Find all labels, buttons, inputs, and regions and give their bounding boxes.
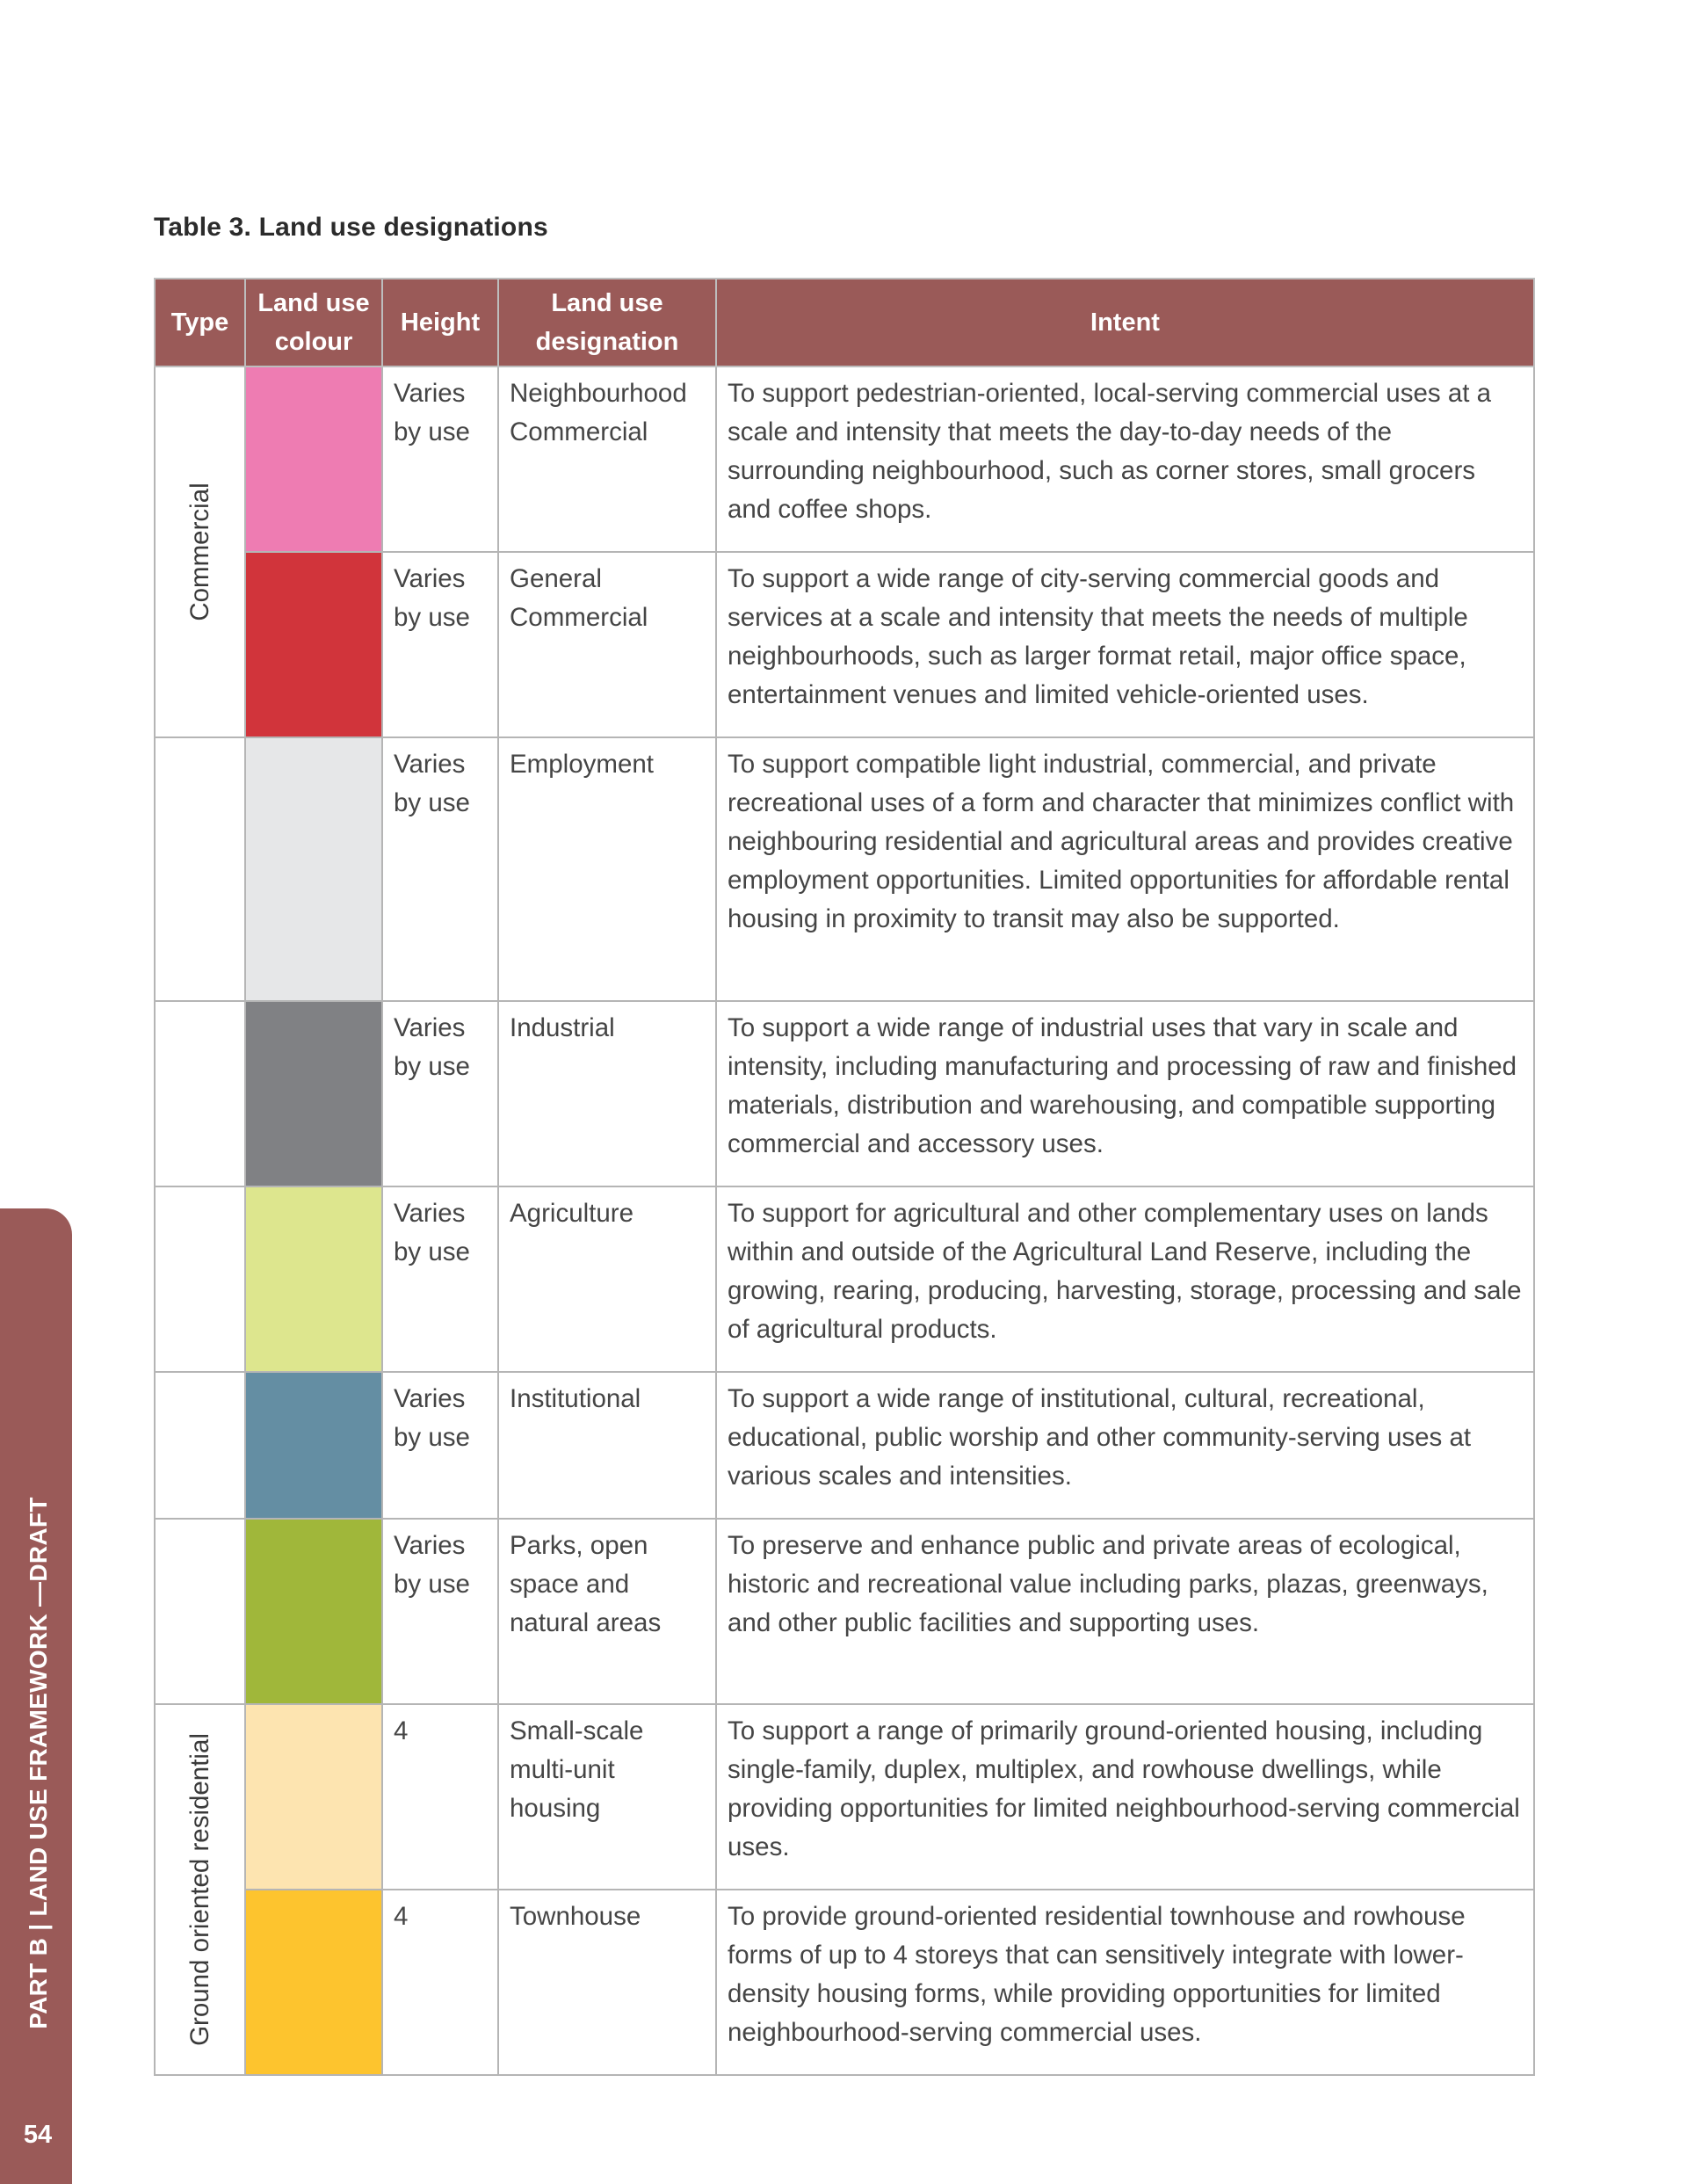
table-row <box>155 366 1534 552</box>
type-cell <box>155 1519 245 1704</box>
type-cell <box>155 1372 245 1519</box>
intent-cell: To support a wide range of industrial uses that vary in scale and intensity, including manufacturing and processing of raw and finished materials, distribution and warehousing, and compatible supporting commercial and accessory uses. <box>716 1001 1534 1186</box>
height-cell: Varies by use <box>382 552 498 737</box>
table-row <box>155 1519 1534 1704</box>
designation-cell: Agriculture <box>498 1186 716 1372</box>
type-label-ground-residential: Ground oriented residential <box>185 1733 214 2046</box>
height-cell: Varies by use <box>382 737 498 1001</box>
intent-cell: To support for agricultural and other complementary uses on lands within and outside of the Agricultural Land Reserve, including the growing, rearing, producing, harvesting, storage, processing and sale of agricultural products. <box>716 1186 1534 1372</box>
header-colour: Land use colour <box>245 279 382 366</box>
height-cell: Varies by use <box>382 366 498 552</box>
header-designation: Land use designation <box>498 279 716 366</box>
colour-swatch <box>245 1519 382 1704</box>
designation-cell: Institutional <box>498 1372 716 1519</box>
type-cell <box>155 1186 245 1372</box>
type-cell <box>155 737 245 1001</box>
designation-cell: General Commercial <box>498 552 716 737</box>
intent-cell: To support pedestrian-oriented, local-serving commercial uses at a scale and intensity that meets the day-to-day needs of the surrounding neighbourhood, such as corner stores, small grocers and coffee shops. <box>716 366 1534 552</box>
colour-swatch <box>245 1001 382 1186</box>
colour-swatch <box>245 552 382 737</box>
land-use-table <box>154 278 1535 2076</box>
designation-cell: Townhouse <box>498 1890 716 2075</box>
height-cell: 4 <box>382 1890 498 2075</box>
height-cell: Varies by use <box>382 1519 498 1704</box>
type-cell-commercial <box>155 366 245 737</box>
table-row <box>155 1186 1534 1372</box>
colour-swatch <box>245 366 382 552</box>
height-cell: 4 <box>382 1704 498 1890</box>
table-header-row <box>155 279 1534 366</box>
designation-cell: Neighbourhood Commercial <box>498 366 716 552</box>
intent-cell: To support a wide range of city-serving commercial goods and services at a scale and intensity that meets the needs of multiple neighbourhoods, such as larger format retail, major office space, entertainment venues and limited vehicle-oriented uses. <box>716 552 1534 737</box>
header-height: Height <box>382 279 498 366</box>
type-cell <box>155 1001 245 1186</box>
intent-cell: To support compatible light industrial, commercial, and private recreational uses of a form and character that minimizes conflict with neighbouring residential and agricultural areas and provides creative employment opportunities. Limited opportunities for affordable rental housing in proximity to transit may also be supported. <box>716 737 1534 1001</box>
intent-cell: To support a range of primarily ground-oriented housing, including single-family, duplex, multiplex, and rowhouse dwellings, while providing opportunities for limited neighbourhood-serving commercial uses. <box>716 1704 1534 1890</box>
designation-cell: Industrial <box>498 1001 716 1186</box>
table-row <box>155 552 1534 737</box>
intent-cell: To support a wide range of institutional, cultural, recreational, educational, public worship and other community-serving uses at various scales and intensities. <box>716 1372 1534 1519</box>
type-cell-ground-residential <box>155 1704 245 2075</box>
table-row <box>155 1890 1534 2075</box>
table-row <box>155 1372 1534 1519</box>
intent-cell: To preserve and enhance public and private areas of ecological, historic and recreational value including parks, plazas, greenways, and other public facilities and supporting uses. <box>716 1519 1534 1704</box>
colour-swatch <box>245 1372 382 1519</box>
designation-cell: Small-scale multi-unit housing <box>498 1704 716 1890</box>
header-type: Type <box>155 279 245 366</box>
colour-swatch <box>245 737 382 1001</box>
table-row <box>155 737 1534 1001</box>
header-intent: Intent <box>716 279 1534 366</box>
section-label: PART B | LAND USE FRAMEWORK —DRAFT <box>25 1497 52 2029</box>
colour-swatch <box>245 1890 382 2075</box>
designation-cell: Parks, open space and natural areas <box>498 1519 716 1704</box>
table-caption: Table 3. Land use designations <box>154 213 548 242</box>
height-cell: Varies by use <box>382 1372 498 1519</box>
height-cell: Varies by use <box>382 1186 498 1372</box>
page-number: 54 <box>23 2121 53 2149</box>
type-label-commercial: Commercial <box>185 483 214 621</box>
table-row <box>155 1001 1534 1186</box>
colour-swatch <box>245 1186 382 1372</box>
designation-cell: Employment <box>498 737 716 1001</box>
height-cell: Varies by use <box>382 1001 498 1186</box>
colour-swatch <box>245 1704 382 1890</box>
intent-cell: To provide ground-oriented residential townhouse and rowhouse forms of up to 4 storeys that can sensitively integrate with lower-density housing forms, while providing opportunities for limited neighbourhood-serving commercial uses. <box>716 1890 1534 2075</box>
table-row <box>155 1704 1534 1890</box>
